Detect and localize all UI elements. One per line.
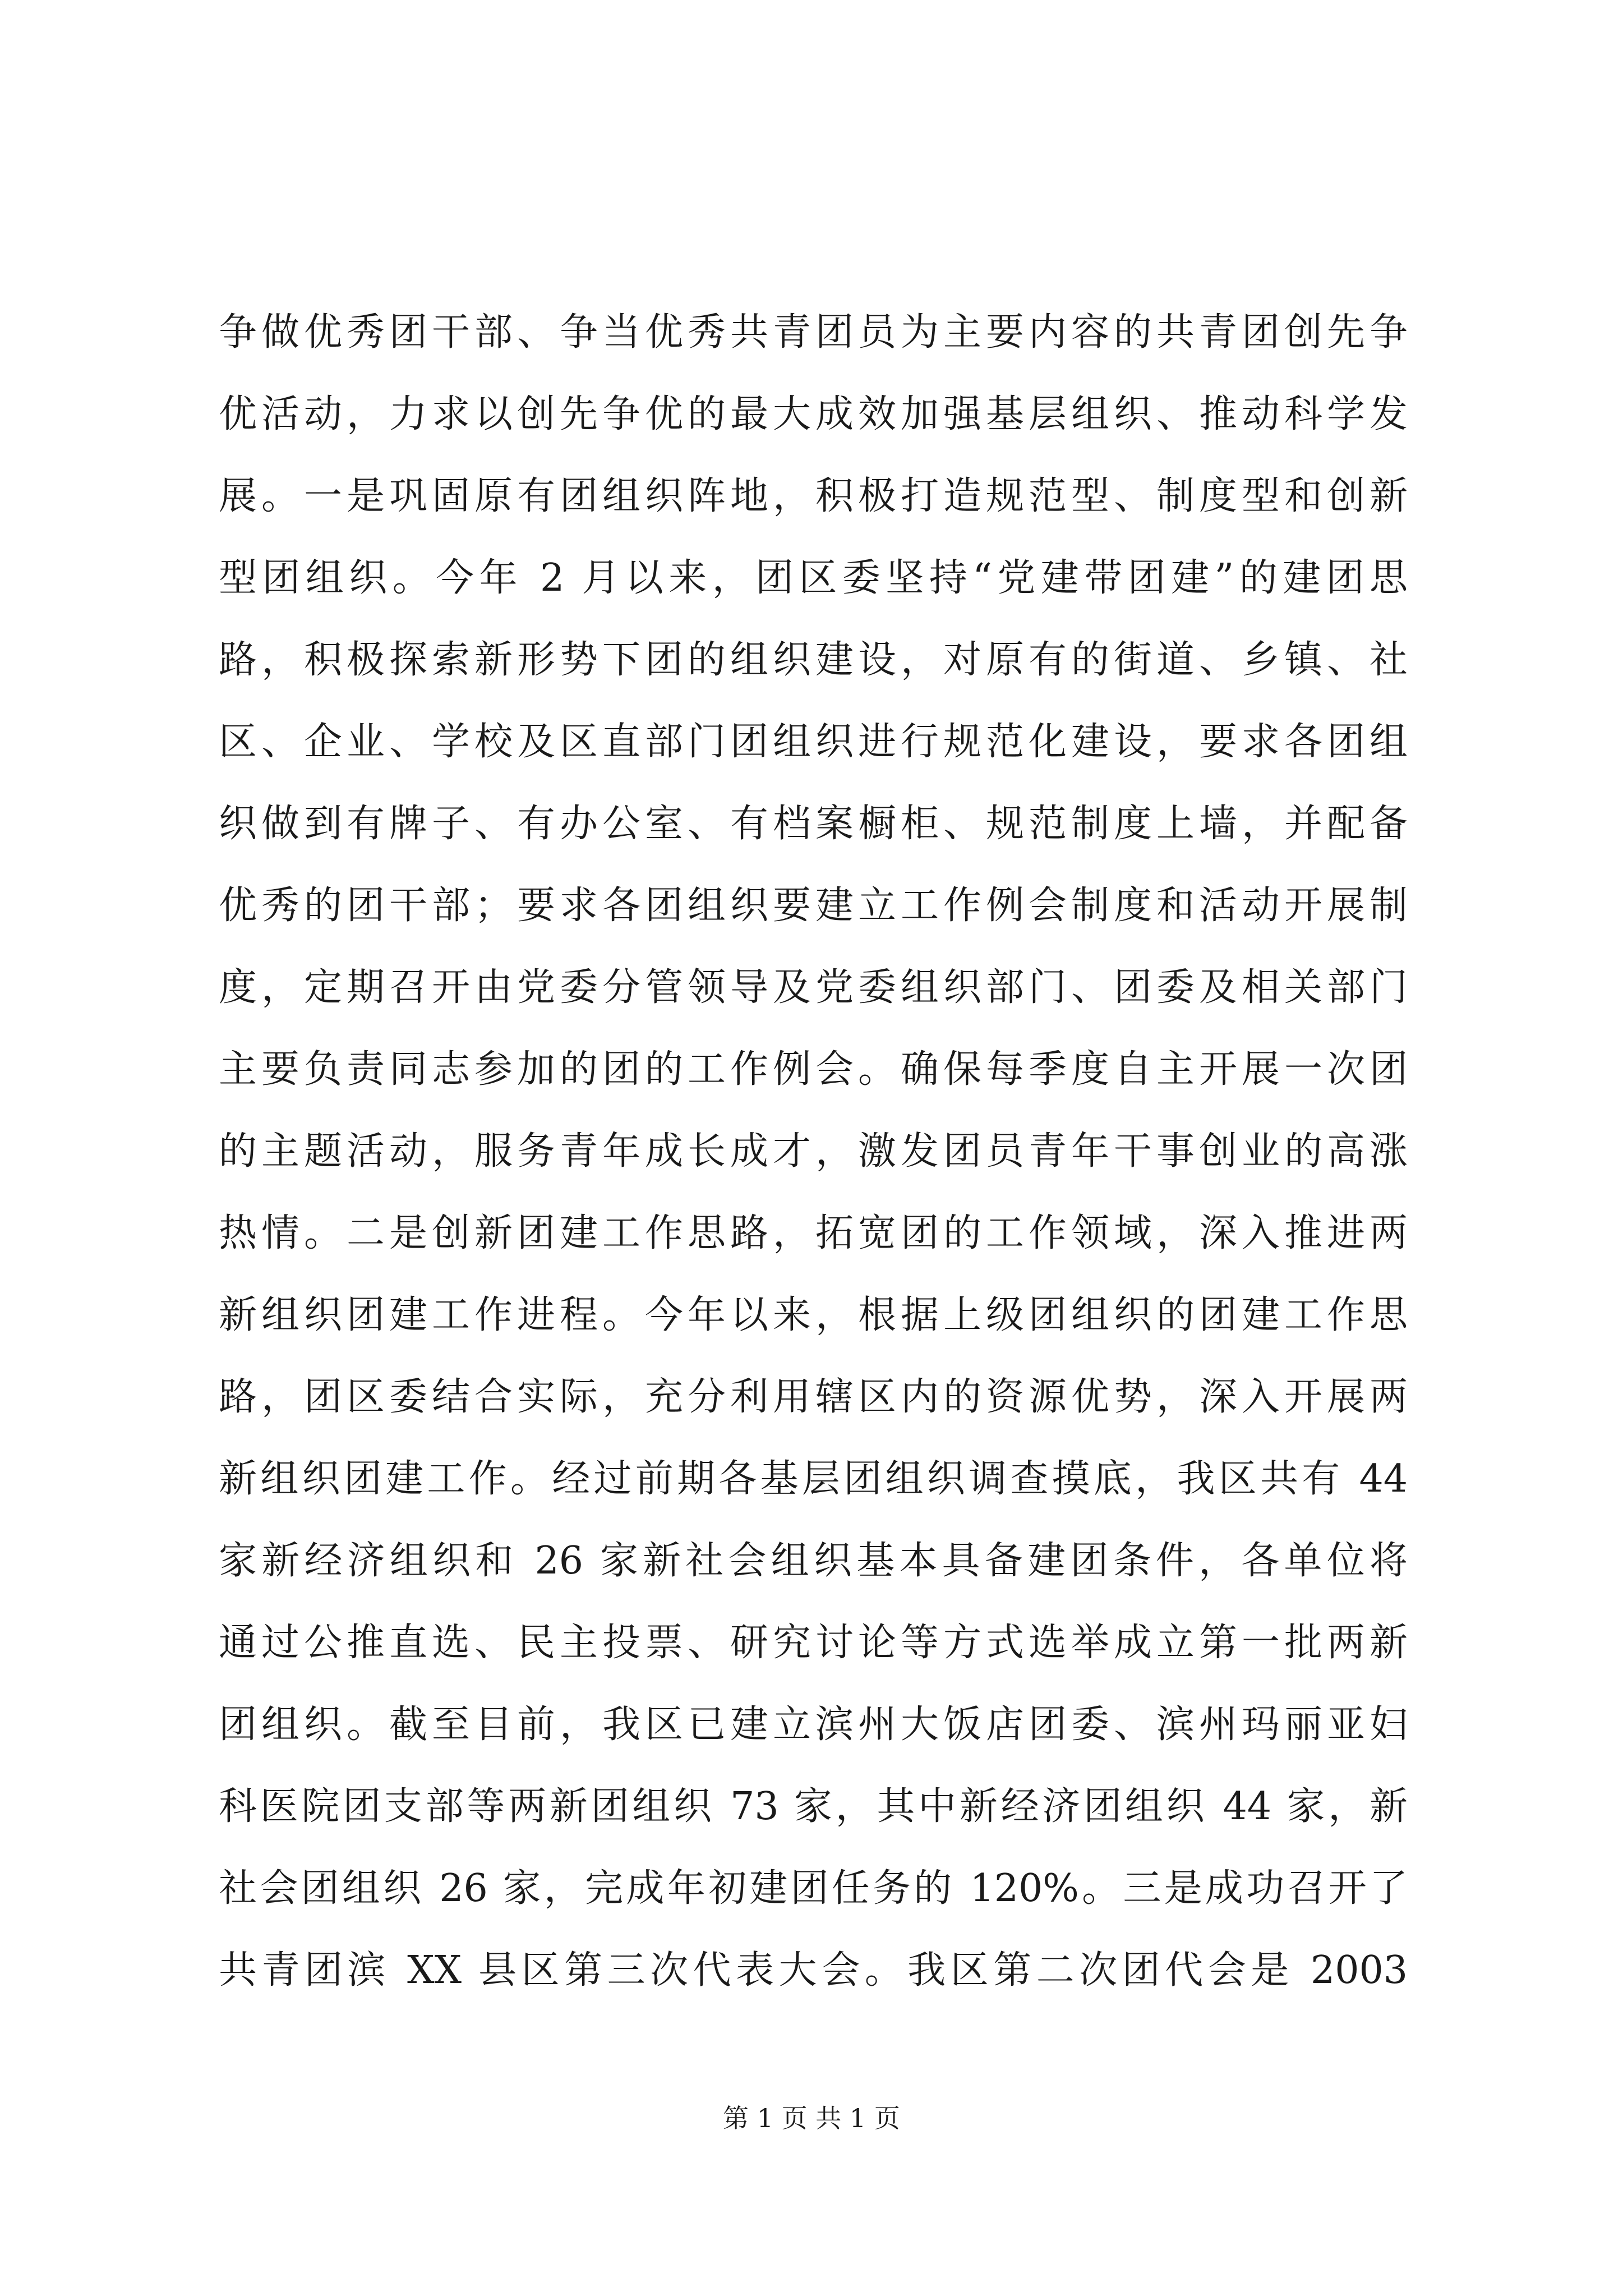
text-line-11: 的主题活动，服务青年成长成才，激发团员青年干事创业的高涨 [219, 1129, 1408, 1174]
text-line-7: 织做到有牌子、有办公室、有档案橱柜、规范制度上墙，并配备 [219, 802, 1408, 846]
text-line-4: 型团组织。今年 2 月以来，团区委坚持“党建带团建”的建团思 [219, 556, 1408, 600]
text-line-2: 优活动，力求以创先争优的最大成效加强基层组织、推动科学发 [219, 392, 1408, 436]
text-line-19: 科医院团支部等两新团组织 73 家，其中新经济团组织 44 家，新 [219, 1784, 1408, 1829]
text-line-15: 新组织团建工作。经过前期各基层团组织调查摸底，我区共有 44 [219, 1457, 1408, 1501]
text-line-9: 度，定期召开由党委分管领导及党委组织部门、团委及相关部门 [219, 965, 1408, 1010]
text-line-21: 共青团滨 XX 县区第三次代表大会。我区第二次团代会是 2003 [219, 1948, 1408, 1993]
text-line-5: 路，积极探索新形势下团的组织建设，对原有的街道、乡镇、社 [219, 638, 1408, 682]
text-line-3: 展。一是巩固原有团组织阵地，积极打造规范型、制度型和创新 [219, 474, 1408, 518]
text-line-12: 热情。二是创新团建工作思路，拓宽团的工作领域，深入推进两 [219, 1211, 1408, 1255]
text-line-20: 社会团组织 26 家，完成年初建团任务的 120%。三是成功召开了 [219, 1866, 1408, 1911]
body-text [219, 292, 1408, 2012]
text-line-18: 团组织。截至目前，我区已建立滨州大饭店团委、滨州玛丽亚妇 [219, 1703, 1408, 1747]
text-line-16: 家新经济组织和 26 家新社会组织基本具备建团条件，各单位将 [219, 1539, 1408, 1583]
page-footer: 第 1 页 共 1 页 [723, 2103, 900, 2133]
text-line-6: 区、企业、学校及区直部门团组织进行规范化建设，要求各团组 [219, 720, 1408, 764]
text-line-14: 路，团区委结合实际，充分利用辖区内的资源优势，深入开展两 [219, 1375, 1408, 1419]
text-line-1: 争做优秀团干部、争当优秀共青团员为主要内容的共青团创先争 [219, 310, 1408, 355]
text-line-10: 主要负责同志参加的团的工作例会。确保每季度自主开展一次团 [219, 1047, 1408, 1092]
text-line-13: 新组织团建工作进程。今年以来，根据上级团组织的团建工作思 [219, 1293, 1408, 1337]
text-line-8: 优秀的团干部；要求各团组织要建立工作例会制度和活动开展制 [219, 884, 1408, 928]
text-line-17: 通过公推直选、民主投票、研究讨论等方式选举成立第一批两新 [219, 1621, 1408, 1665]
